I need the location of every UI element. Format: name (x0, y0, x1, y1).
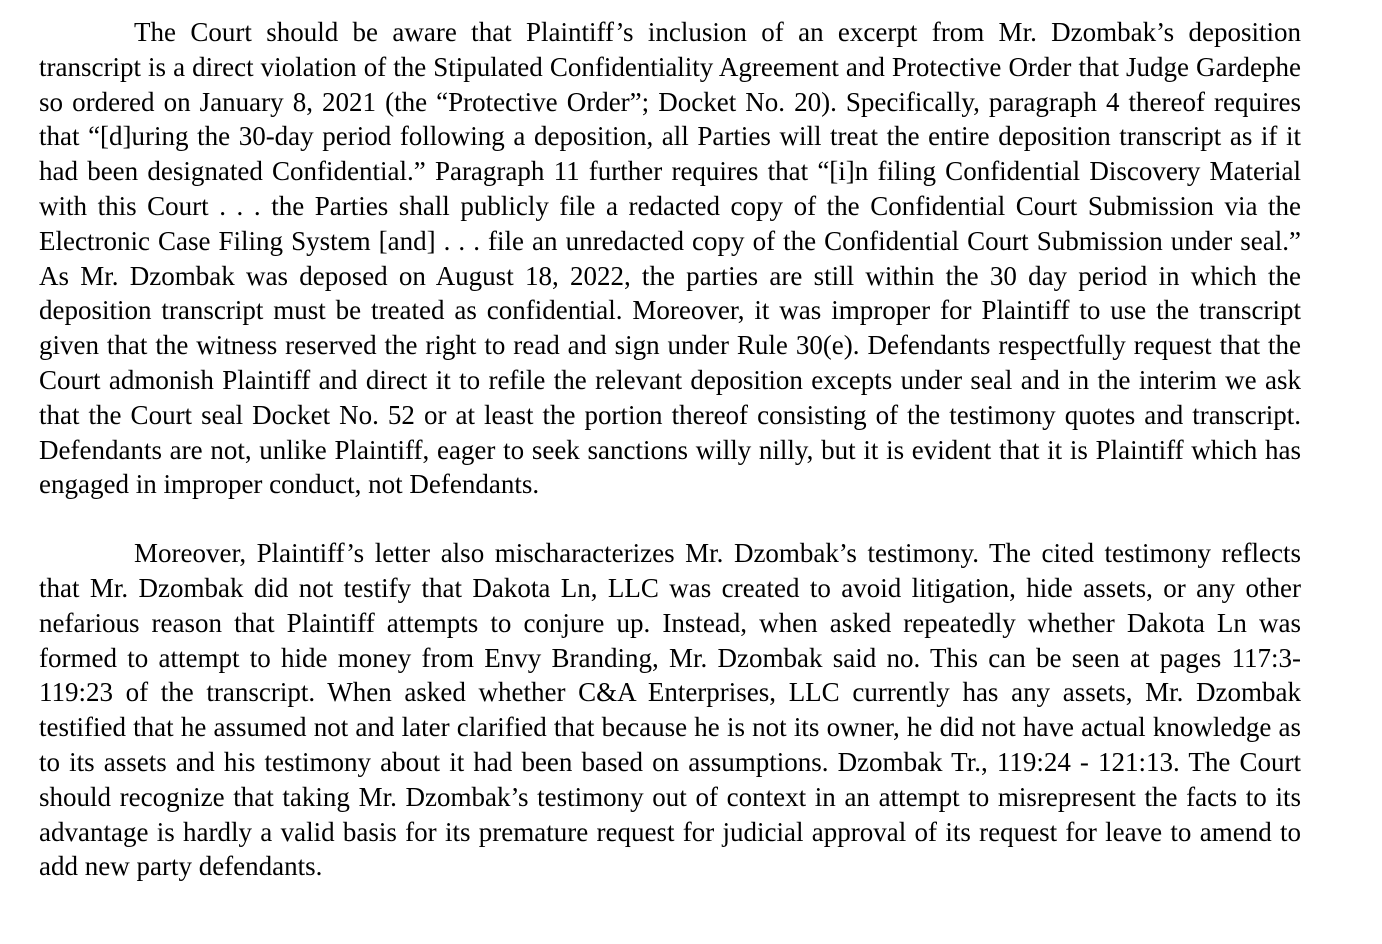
paragraph-protective-order: The Court should be aware that Plaintiff’s inclusion of an excerpt from Mr. Dzombak’s deposition transcript is a direct violation of the Stipulated Confidentiality Agreement and Protective Order that Judge Gardephe so ordered on January 8, 2021 (the “Protective Order”; Docket No. 20). Specifically, paragraph 4 thereof requires that “[d]uring the 30-day period following a deposition, all Parties will treat the entire deposition transcript as if it had been designated Confidential.” Paragraph 11 further requires that “[i]n filing Confidential Discovery Material with this Court . . . the Parties shall publicly file a redacted copy of the Confidential Court Submission via the Electronic Case Filing System [and] . . . file an unredacted copy of the Confidential Court Submission under seal.” As Mr. Dzombak was deposed on August 18, 2022, the parties are still within the 30 day period in which the deposition transcript must be treated as confidential. Moreover, it was improper for Plaintiff to use the transcript given that the witness reserved the right to read and sign under Rule 30(e). Defendants respectfully request that the Court admonish Plaintiff and direct it to refile the relevant deposition excepts under seal and in the interim we ask that the Court seal Docket No. 52 or at least the portion thereof consisting of the testimony quotes and transcript. Defendants are not, unlike Plaintiff, eager to seek sanctions willy nilly, but it is evident that it is Plaintiff which has engaged in improper conduct, not Defendants. (39, 17, 1301, 500)
document-page (39, 15, 1301, 884)
paragraph-testimony: Moreover, Plaintiff’s letter also mischaracterizes Mr. Dzombak’s testimony. The cited testimony reflects that Mr. Dzombak did not testify that Dakota Ln, LLC was created to avoid litigation, hide assets, or any other nefarious reason that Plaintiff attempts to conjure up. Instead, when asked repeatedly whether Dakota Ln was formed to attempt to hide money from Envy Branding, Mr. Dzombak said no. This can be seen at pages 117:3-119:23 of the transcript. When asked whether C&A Enterprises, LLC currently has any assets, Mr. Dzombak testified that he assumed not and later clarified that because he is not its owner, he did not have actual knowledge as to its assets and his testimony about it had been based on assumptions. Dzombak Tr., 119:24 - 121:13. The Court should recognize that taking Mr. Dzombak’s testimony out of context in an attempt to misrepresent the facts to its advantage is hardly a valid basis for its premature request for judicial approval of its request for leave to amend to add new party defendants. (39, 538, 1301, 882)
